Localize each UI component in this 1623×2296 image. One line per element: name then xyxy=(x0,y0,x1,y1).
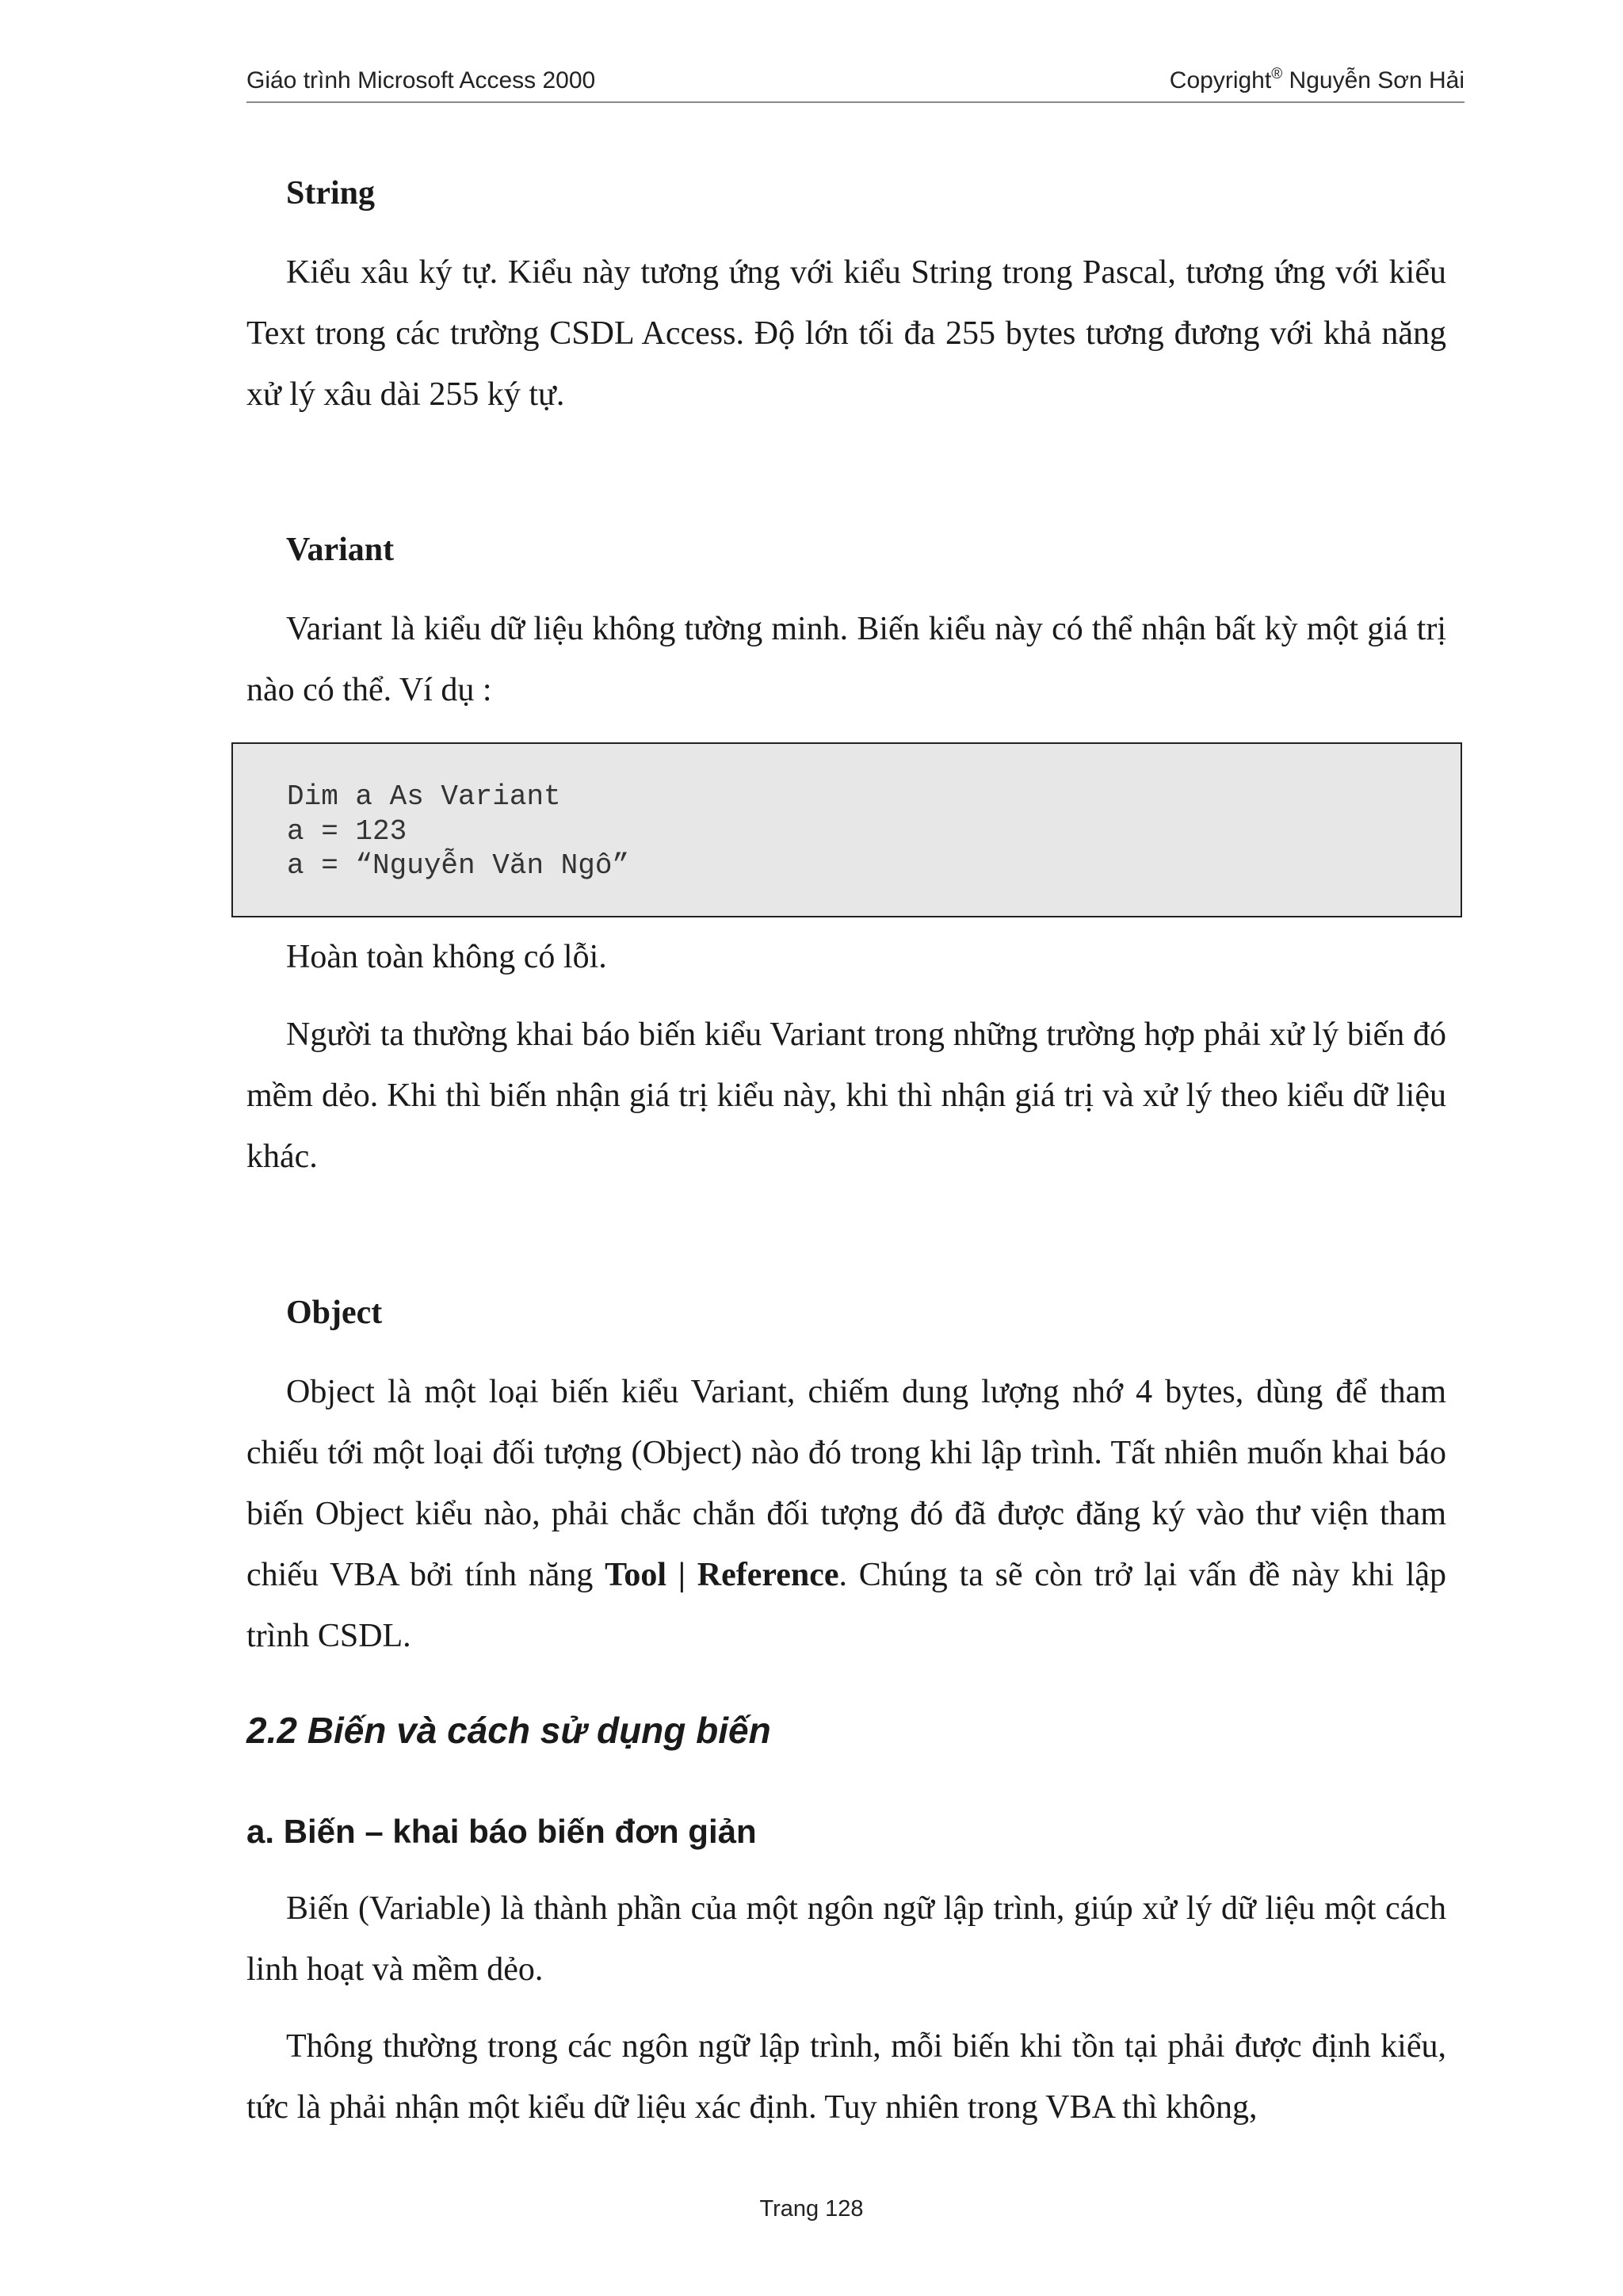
heading-variant: Variant xyxy=(286,532,395,568)
paragraph-variable-types-text: Thông thường trong các ngôn ngữ lập trình, mỗi biến khi tồn tại phải được định kiểu, tức là phải nhận một kiểu dữ liệu xác định. Tuy nhiên trong VBA thì không, xyxy=(246,2028,1446,2126)
header-book-title: Giáo trình Microsoft Access 2000 xyxy=(246,67,596,93)
code-example-box xyxy=(231,742,1462,917)
copyright-word: Copyright xyxy=(1169,67,1272,93)
paragraph-no-error xyxy=(246,927,1446,988)
paragraph-variant-usage-text: Người ta thường khai báo biến kiểu Variant trong những trường hợp phải xử lý biến đó mềm dẻo. Khi thì biến nhận giá trị kiểu này, khi thì nhận giá trị và xử lý theo kiểu dữ liệu khác. xyxy=(246,1016,1446,1175)
header-divider xyxy=(246,101,1465,103)
paragraph-string-text: Kiểu xâu ký tự. Kiểu này tương ứng với kiểu String trong Pascal, tương ứng với kiểu Text trong các trường CSDL Access. Độ lớn tối đa 255 bytes tương đương với khả năng xử lý xâu dài 255 ký tự. xyxy=(246,254,1446,413)
page-number: Trang 128 xyxy=(759,2196,864,2222)
paragraph-variant-usage xyxy=(246,1005,1446,1188)
paragraph-variable-types xyxy=(246,2016,1446,2138)
paragraph-variable-def xyxy=(246,1878,1446,2000)
code-line: Dim a As Variant xyxy=(287,780,561,813)
code-line: a = “Nguyễn Văn Ngô” xyxy=(287,849,630,882)
section-title: 2.2 Biến và cách sử dụng biến xyxy=(246,1710,771,1751)
paragraph-variant-text: Variant là kiểu dữ liệu không tường minh. Biến kiểu này có thể nhận bất kỳ một giá trị nào có thể. Ví dụ : xyxy=(246,611,1446,708)
paragraph-variable-def-text: Biến (Variable) là thành phần của một ngôn ngữ lập trình, giúp xử lý dữ liệu một cách linh hoạt và mềm dẻo. xyxy=(246,1890,1446,1988)
paragraph-no-error-text: Hoàn toàn không có lỗi. xyxy=(286,939,607,975)
paragraph-object-text-1: Object là một loại biến kiểu Variant, chiếm dung lượng nhớ 4 bytes, dùng để tham chiếu tới một loại đối tượng (Object) nào đó trong khi lập trình. Tất nhiên muốn khai báo biến Object kiểu nào, phải chắc chắn đối tượng đó đã được đăng ký vào thư viện tham chiếu VBA bởi tính năng xyxy=(246,1374,1446,1593)
paragraph-variant xyxy=(246,599,1446,721)
heading-string: String xyxy=(286,175,376,212)
paragraph-string xyxy=(246,242,1446,425)
header-author: Nguyễn Sơn Hải xyxy=(1282,67,1465,93)
heading-object: Object xyxy=(286,1295,383,1331)
registered-mark: ® xyxy=(1271,66,1283,82)
menu-path-tool-reference: Tool | Reference xyxy=(605,1557,839,1593)
header-copyright xyxy=(1170,63,1465,98)
subsection-title: a. Biến – khai báo biến đơn giản xyxy=(246,1813,757,1850)
code-line: a = 123 xyxy=(287,815,407,848)
paragraph-object-text-2: . Chúng ta sẽ còn trở lại vấn đề này khi lập trình CSDL. xyxy=(246,1557,1447,1654)
paragraph-object xyxy=(246,1362,1446,1667)
